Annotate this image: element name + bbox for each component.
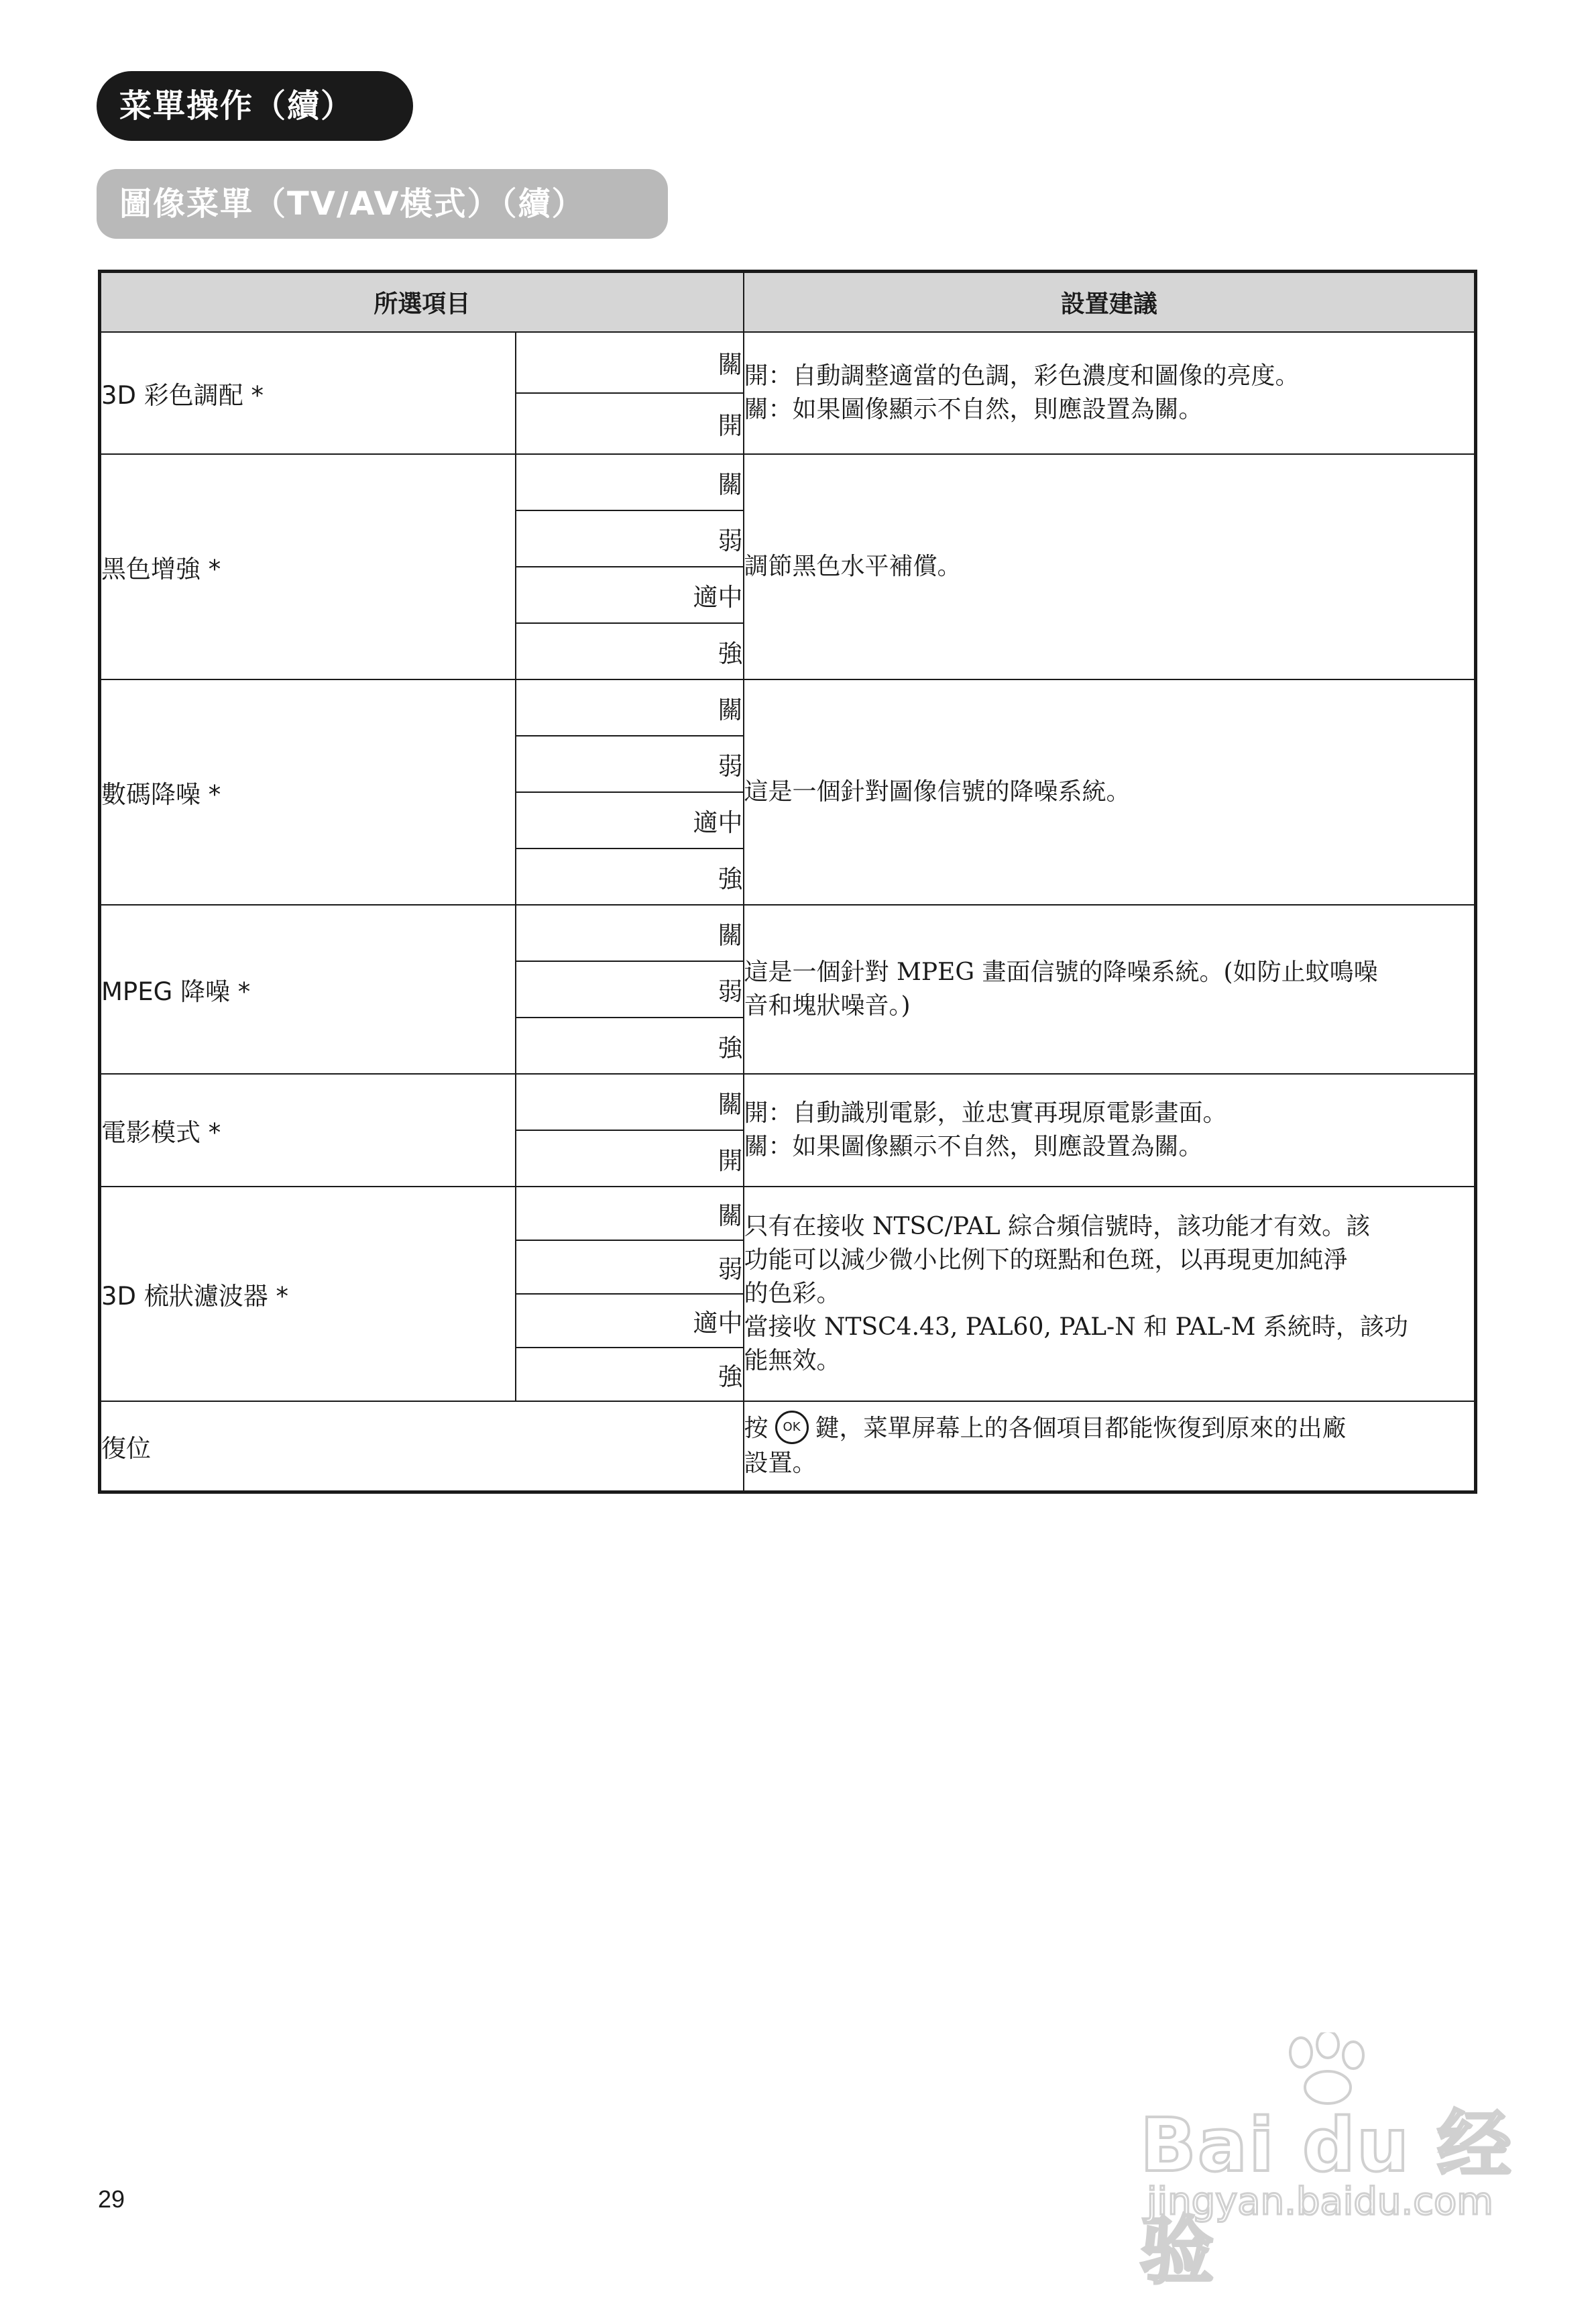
description-line: 這是一個針對 MPEG 畫面信號的降噪系統。(如防止蚊鳴噪 — [744, 958, 1378, 986]
option-cell: 弱 — [516, 1240, 744, 1294]
page-number: 29 — [98, 2185, 125, 2213]
description-line: 只有在接收 NTSC/PAL 綜合頻信號時，該功能才有效。該 — [744, 1212, 1371, 1240]
option-cell: 開 — [516, 393, 744, 454]
description-line: 開：自動調整適當的色調，彩色濃度和圖像的亮度。 — [744, 362, 1300, 390]
option-cell: 適中 — [516, 567, 744, 623]
table-row — [100, 1187, 1476, 1240]
description-line: 的色彩。 — [744, 1279, 841, 1307]
row-description — [744, 1401, 1476, 1492]
watermark-url: jingyan.baidu.com — [1147, 2180, 1493, 2224]
description-line: 能無效。 — [744, 1346, 841, 1374]
option-cell: 關 — [516, 454, 744, 510]
row-item-3d-color: 3D 彩色調配 * — [100, 332, 516, 454]
row-item-mpeg-nr: MPEG 降噪 * — [100, 905, 516, 1074]
option-cell: 適中 — [516, 1294, 744, 1348]
header-advice: 設置建議 — [744, 272, 1476, 332]
table-header-row — [100, 272, 1476, 332]
row-item-black-enhance: 黑色增強 * — [100, 454, 516, 679]
watermark-brand: Bai du 经验 — [1140, 2102, 1513, 2294]
option-cell: 關 — [516, 1074, 744, 1130]
option-cell: 強 — [516, 1348, 744, 1401]
row-description — [744, 905, 1476, 1074]
option-cell: 弱 — [516, 961, 744, 1018]
row-description — [744, 679, 1476, 905]
description-line: 關：如果圖像顯示不自然，則應設置為關。 — [744, 1132, 1203, 1160]
row-item-3d-comb-filter: 3D 梳狀濾波器 * — [100, 1187, 516, 1401]
table-row — [100, 1401, 1476, 1492]
row-item-digital-nr: 數碼降噪 * — [100, 679, 516, 905]
option-cell: 強 — [516, 623, 744, 679]
row-item-film-mode: 電影模式 * — [100, 1074, 516, 1187]
ok-button-icon: OK — [775, 1411, 809, 1444]
description-line: 關：如果圖像顯示不自然，則應設置為關。 — [744, 395, 1203, 423]
option-cell: 關 — [516, 905, 744, 961]
description-line: 這是一個針對圖像信號的降噪系統。 — [744, 777, 1131, 806]
settings-table — [98, 270, 1477, 1494]
description-line — [744, 1412, 1475, 1447]
option-cell: 弱 — [516, 736, 744, 792]
description-line: 開：自動識別電影，並忠實再現原電影畫面。 — [744, 1099, 1227, 1127]
table-row — [100, 679, 1476, 736]
option-cell: 適中 — [516, 792, 744, 849]
option-cell: 強 — [516, 1018, 744, 1074]
description-line: 當接收 NTSC4.43, PAL60, PAL-N 和 PAL-M 系統時，該功 — [744, 1313, 1408, 1341]
description-line: 調節黑色水平補償。 — [744, 552, 962, 580]
table-row — [100, 332, 1476, 393]
option-cell: 關 — [516, 1187, 744, 1240]
description-line: 音和塊狀噪音。) — [744, 991, 911, 1020]
option-cell: 關 — [516, 679, 744, 736]
row-description — [744, 1074, 1476, 1187]
option-cell: 強 — [516, 849, 744, 905]
watermark — [1140, 2032, 1516, 2294]
table-row — [100, 454, 1476, 510]
description-line: 功能可以減少微小比例下的斑點和色斑，以再現更加純淨 — [744, 1246, 1348, 1274]
option-cell: 關 — [516, 332, 744, 393]
reset-press-text: 按 — [744, 1414, 768, 1442]
row-item-reset: 復位 — [100, 1401, 744, 1492]
description-line: 設置。 — [744, 1449, 817, 1477]
row-description — [744, 332, 1476, 454]
section-title: 菜單操作（續） — [97, 71, 413, 141]
reset-desc-text: 鍵，菜單屏幕上的各個項目都能恢復到原來的出廠 — [815, 1414, 1347, 1442]
subsection-title: 圖像菜單（TV/AV模式）（續） — [97, 169, 668, 239]
option-cell: 開 — [516, 1130, 744, 1187]
table-row — [100, 905, 1476, 961]
row-description — [744, 1187, 1476, 1401]
table-row — [100, 1074, 1476, 1130]
option-cell: 弱 — [516, 510, 744, 567]
row-description — [744, 454, 1476, 679]
header-item: 所選項目 — [100, 272, 744, 332]
